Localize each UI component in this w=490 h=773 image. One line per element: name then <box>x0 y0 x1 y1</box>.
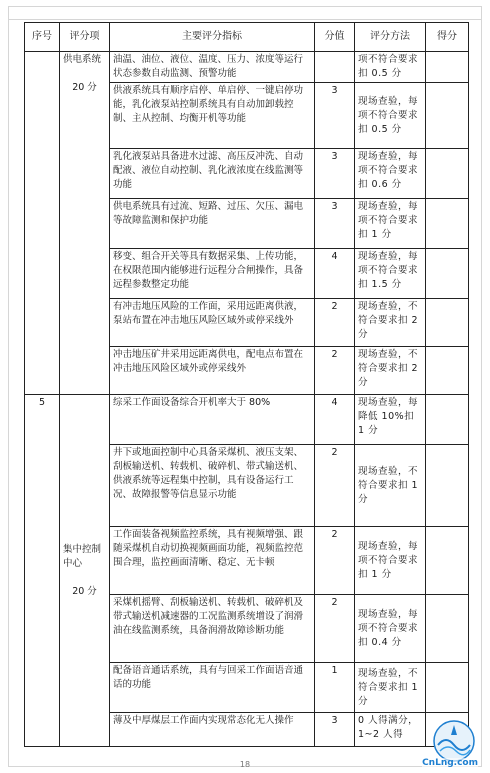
result-cell <box>426 52 469 83</box>
indicator-cell: 薄及中厚煤层工作面内实现常态化无人操作 <box>110 713 315 747</box>
score-cell: 4 <box>315 395 355 445</box>
method-cell: 项不符合要求扣 0.5 分 <box>355 52 426 83</box>
score-cell: 3 <box>315 199 355 249</box>
indicator-cell: 供液系统具有顺序启停、单启停、一键启停功能，乳化液泵站控制系统具有自动加卸载控制、主从控制、均衡开机等功能 <box>110 83 315 149</box>
result-cell <box>426 249 469 299</box>
page-number: 18 <box>239 760 251 769</box>
category-name: 集中控制中心 <box>63 543 102 569</box>
result-cell <box>426 149 469 199</box>
method-cell: 现场查验，不符合要求扣 1 分 <box>355 663 426 713</box>
method-cell: 0 人得满分，1~2 人得 <box>355 713 426 747</box>
indicator-cell: 有冲击地压风险的工作面，采用远距离供液，泵站布置在冲击地压风险区域外或停采线外 <box>110 299 315 347</box>
method-cell: 现场查验，不符合要求扣 2 分 <box>355 347 426 395</box>
score-cell: 1 <box>315 663 355 713</box>
method-cell: 现场查验，每项不符合要求扣 0.5 分 <box>355 83 426 149</box>
method-cell: 现场查验，不符合要求扣 2 分 <box>355 299 426 347</box>
table-row <box>25 395 469 445</box>
result-cell <box>426 395 469 445</box>
method-cell: 现场查验，不符合要求扣 1 分 <box>355 445 426 527</box>
result-cell <box>426 527 469 595</box>
result-cell <box>426 445 469 527</box>
method-cell: 现场查验，每项不符合要求扣 1 分 <box>355 527 426 595</box>
header-rule <box>8 19 482 20</box>
score-cell: 2 <box>315 347 355 395</box>
section-number: 5 <box>25 395 60 747</box>
indicator-cell: 油温、油位、液位、温度、压力、浓度等运行状态参数自动监测、预警功能 <box>110 52 315 83</box>
score-cell: 3 <box>315 713 355 747</box>
indicator-cell: 冲击地压矿井采用远距离供电，配电点布置在冲击地压风险区域外或停采线外 <box>110 347 315 395</box>
indicator-cell: 采煤机摇臂、刮板输送机、转载机、破碎机及带式输送机减速器的工况监测系统增设了润滑油在线监测系统，具备润滑故障诊断功能 <box>110 595 315 663</box>
score-cell: 2 <box>315 445 355 527</box>
scoring-table <box>24 22 469 747</box>
indicator-cell: 配备语音通话系统，具有与回采工作面语音通话的功能 <box>110 663 315 713</box>
score-cell: 3 <box>315 83 355 149</box>
category-cell <box>60 52 110 395</box>
indicator-cell: 井下或地面控制中心具备采煤机、液压支架、刮板输送机、转载机、破碎机、带式输送机、供液系统等远程集中控制，具有设备运行工况、故障报警等信息显示功能 <box>110 445 315 527</box>
header-result: 得分 <box>426 23 469 52</box>
result-cell <box>426 299 469 347</box>
result-cell <box>426 199 469 249</box>
method-cell: 现场查验，每项不符合要求扣 1.5 分 <box>355 249 426 299</box>
indicator-cell: 综采工作面设备综合开机率大于 80% <box>110 395 315 445</box>
section-number <box>25 52 60 395</box>
method-cell: 现场查验，每项不符合要求扣 0.6 分 <box>355 149 426 199</box>
table-header-row <box>25 23 469 52</box>
category-name: 供电系统 <box>63 54 102 65</box>
indicator-cell: 供电系统具有过流、短路、过压、欠压、漏电等故障监测和保护功能 <box>110 199 315 249</box>
method-cell: 现场查验，每项不符合要求扣 1 分 <box>355 199 426 249</box>
result-cell <box>426 83 469 149</box>
method-cell: 现场查验，每项不符合要求扣 0.4 分 <box>355 595 426 663</box>
header-number: 序号 <box>25 23 60 52</box>
score-cell: 3 <box>315 149 355 199</box>
table-row <box>25 52 469 83</box>
category-points: 20 分 <box>72 82 97 93</box>
result-cell <box>426 663 469 713</box>
watermark-text: CnLng.com <box>422 758 478 768</box>
header-category: 评分项 <box>60 23 110 52</box>
indicator-cell: 工作面装备视频监控系统，具有视频增强、跟随采煤机自动切换视频画面功能，视频监控范围合理，监控画面清晰、稳定、无卡顿 <box>110 527 315 595</box>
indicator-cell: 乳化液泵站具备进水过滤、高压反冲洗、自动配液、液位自动控制、乳化液浓度在线监测等功能 <box>110 149 315 199</box>
method-cell: 现场查验，每降低 10%扣 1 分 <box>355 395 426 445</box>
header-indicator: 主要评分指标 <box>110 23 315 52</box>
score-cell: 2 <box>315 595 355 663</box>
score-cell: 2 <box>315 527 355 595</box>
score-cell: 4 <box>315 249 355 299</box>
score-cell <box>315 52 355 83</box>
header-method: 评分方法 <box>355 23 426 52</box>
category-points: 20 分 <box>72 585 97 597</box>
result-cell <box>426 595 469 663</box>
header-score: 分值 <box>315 23 355 52</box>
result-cell <box>426 347 469 395</box>
indicator-cell: 移变、组合开关等具有数据采集、上传功能，在权限范围内能够进行远程分合闸操作，具备远程参数整定功能 <box>110 249 315 299</box>
score-cell: 2 <box>315 299 355 347</box>
category-cell <box>60 395 110 747</box>
